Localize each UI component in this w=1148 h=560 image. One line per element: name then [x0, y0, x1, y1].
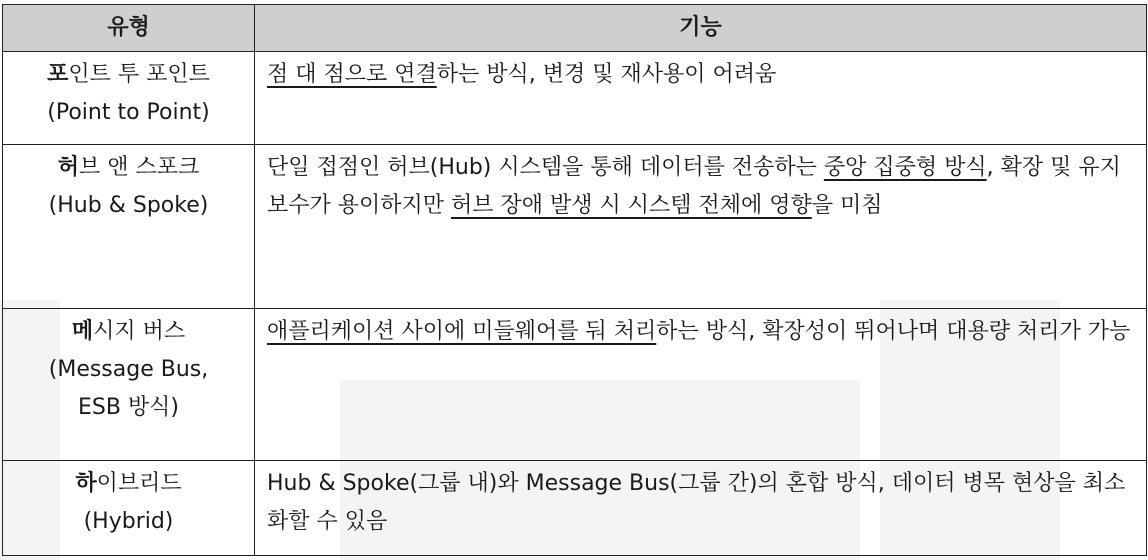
header-row: [3, 5, 1147, 52]
type-name: 시지 버스: [93, 319, 186, 345]
table-row: [3, 144, 1147, 308]
desc-underlined: 애플리케이션 사이에 미들웨어를 둬 처리: [267, 319, 657, 345]
type-initial: 포: [47, 62, 69, 87]
header-function: 기능: [255, 5, 1147, 52]
header-type: 유형: [3, 5, 255, 52]
type-english: (Hub & Spoke): [48, 192, 209, 218]
desc-text: 하는 방식, 확장성이 뛰어나며 대용량 처리가 가능: [656, 319, 1131, 345]
desc-text: , 확장 및 유지보수가 용이하지만: [267, 154, 1121, 218]
desc-cell: [255, 144, 1147, 308]
desc-cell: [255, 52, 1147, 145]
desc-underlined: 중앙 집중형 방식: [823, 154, 987, 180]
table-row: [3, 52, 1147, 145]
desc-text: Hub & Spoke(그룹 내)와 Message Bus(그룹 간)의 혼합 방식, 데이터 병목 현상을 최소화할 수 있음: [267, 471, 1126, 535]
type-initial: 메: [71, 319, 94, 345]
desc-cell: [255, 461, 1147, 556]
type-english: (Message Bus,: [48, 357, 209, 383]
desc-text: 단일 접점인 허브(Hub) 시스템을 통해 데이터를 전송하는: [267, 154, 824, 180]
type-name: 브 앤 스포크: [79, 154, 200, 180]
type-english: (Hybrid): [83, 509, 174, 535]
desc-text: 을 미침: [811, 192, 883, 218]
type-initial: 허: [57, 154, 79, 180]
type-cell: [3, 461, 255, 556]
type-english: (Point to Point): [47, 100, 210, 125]
type-cell: [3, 144, 255, 308]
desc-underlined: 점 대 점으로 연결: [267, 62, 437, 87]
desc-cell: [255, 309, 1147, 461]
table-row: [3, 461, 1147, 556]
type-cell: [3, 309, 255, 461]
type-english-2: ESB 방식): [77, 395, 180, 421]
type-cell: [3, 52, 255, 145]
type-name: 인트 투 포인트: [68, 62, 210, 87]
desc-text: 하는 방식, 변경 및 재사용이 어려움: [436, 62, 777, 87]
desc-underlined: 허브 장애 발생 시 시스템 전체에 영향: [451, 192, 812, 218]
integration-types-table: [2, 4, 1147, 556]
type-initial: 하: [75, 471, 97, 497]
table-row: [3, 309, 1147, 461]
type-name: 이브리드: [96, 471, 182, 497]
